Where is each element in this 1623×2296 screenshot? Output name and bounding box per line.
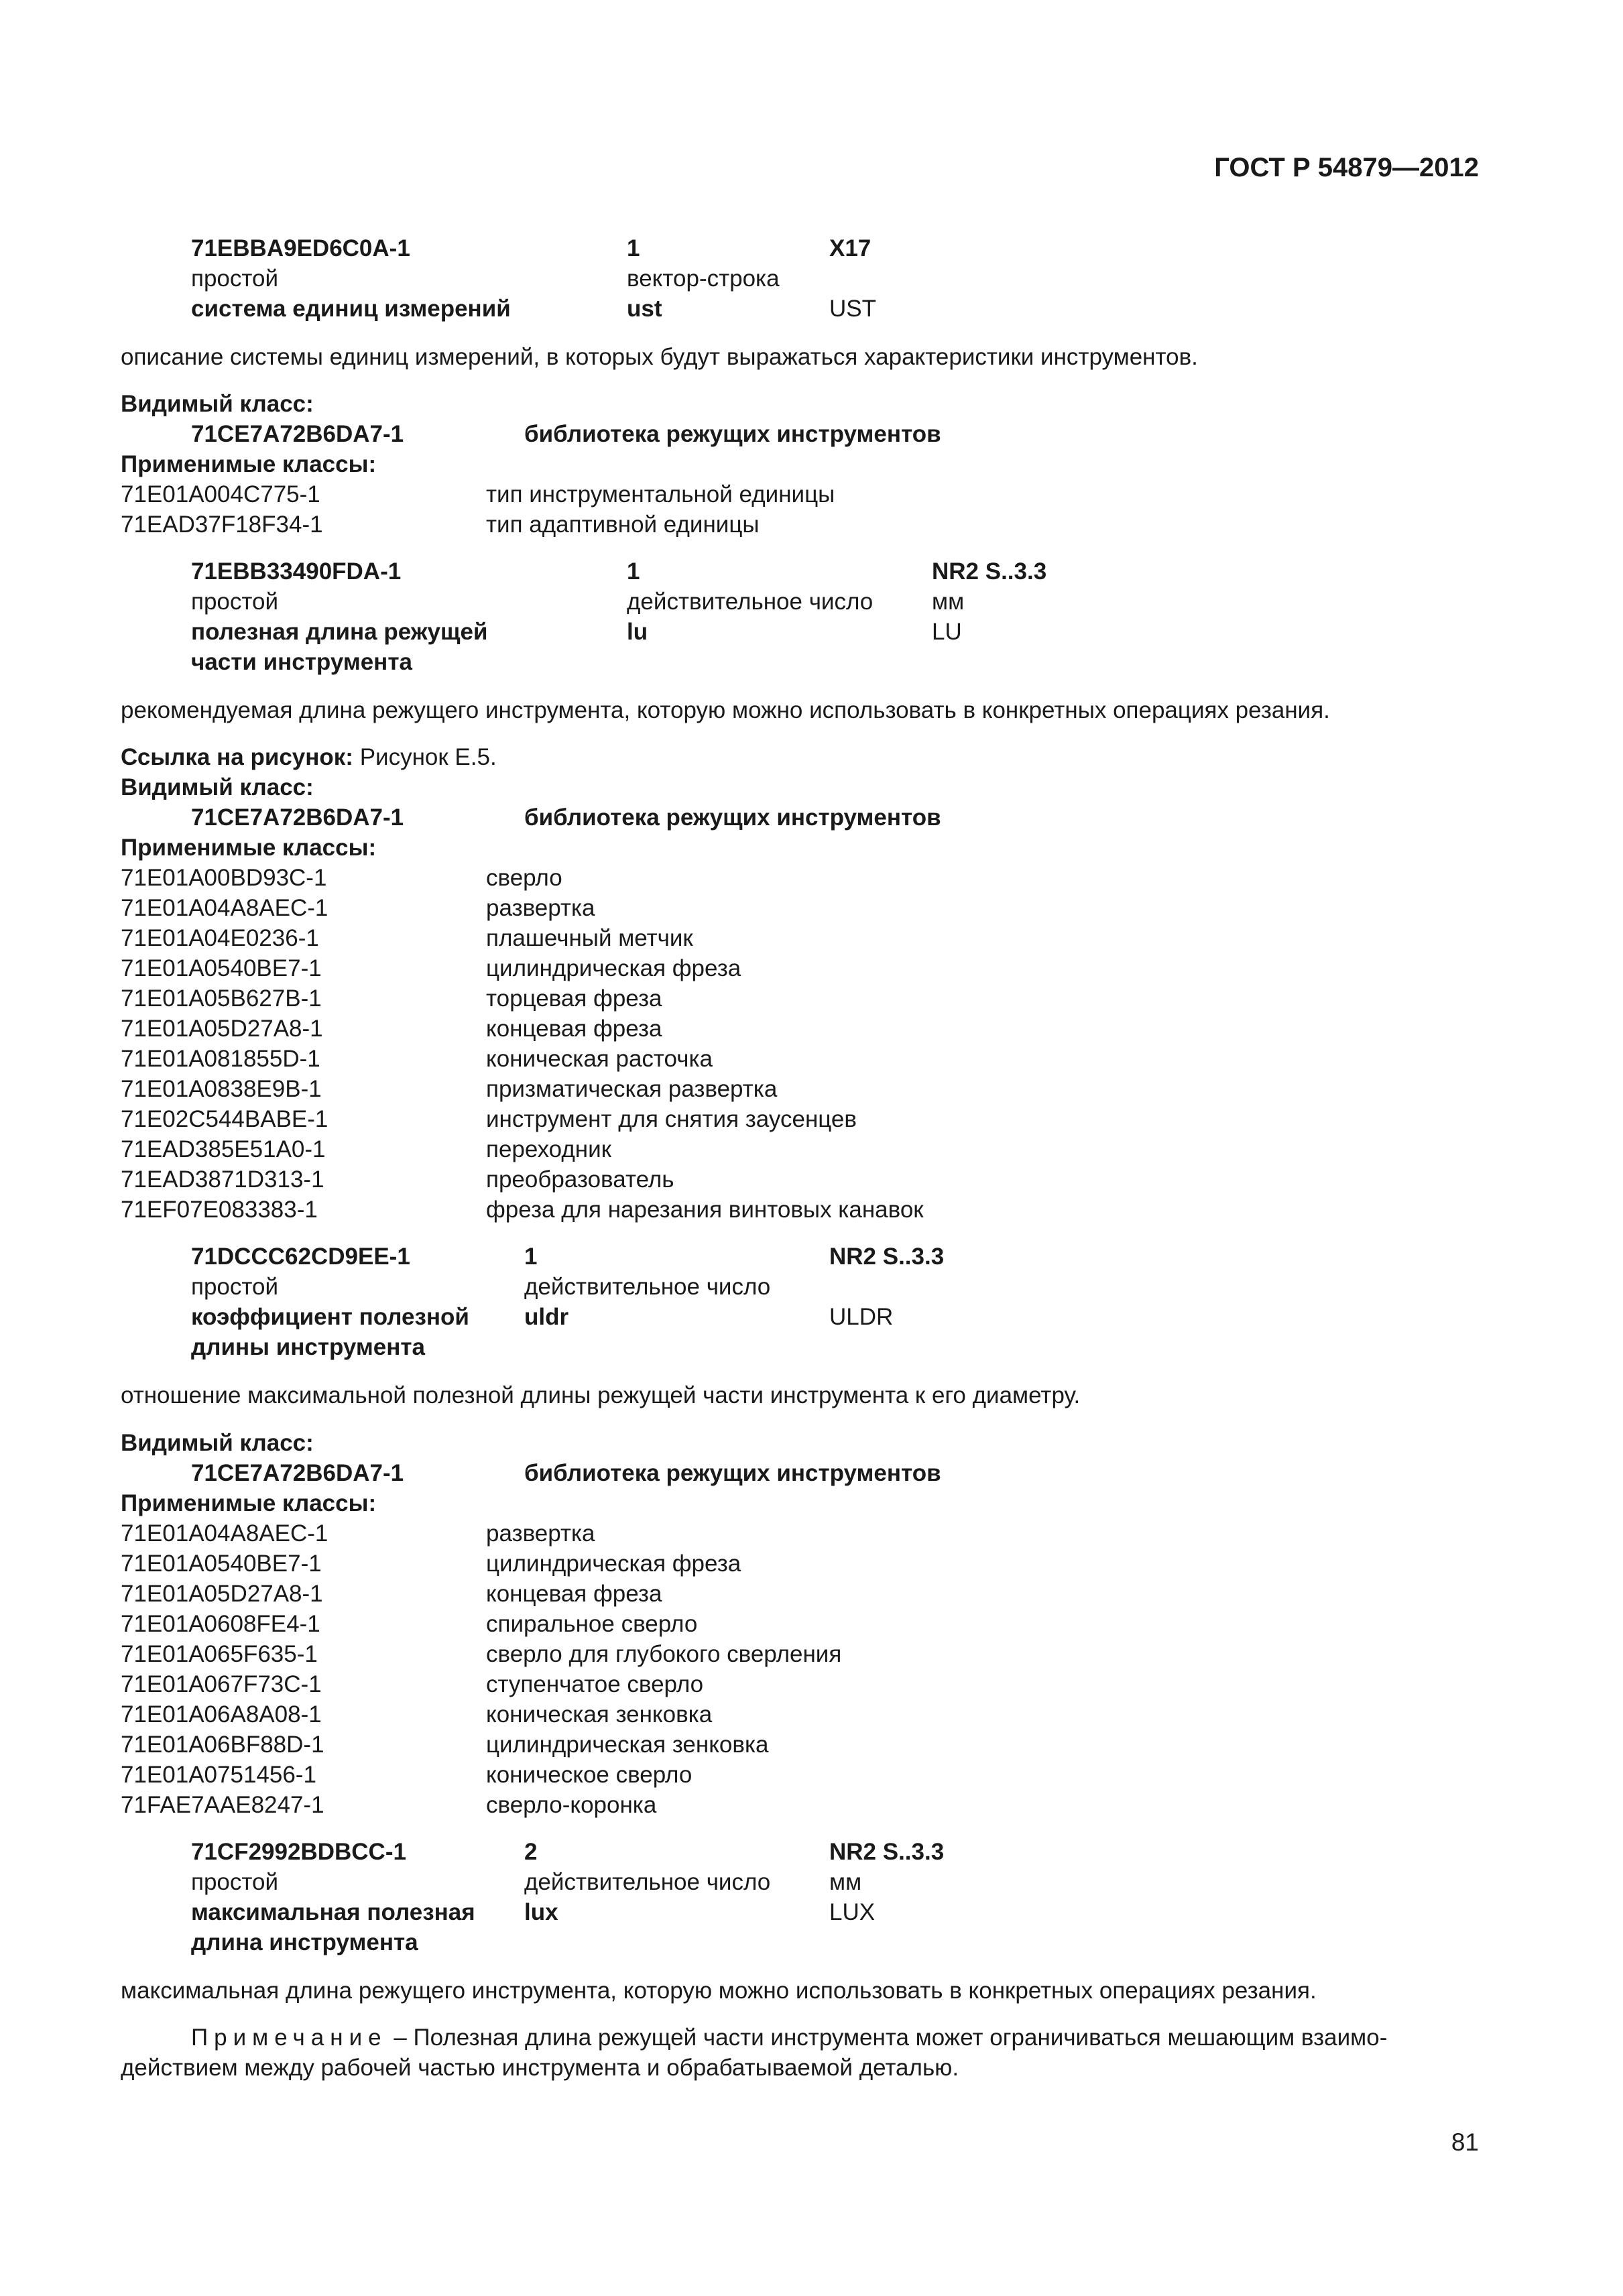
property-datatype: действительное число bbox=[524, 1274, 771, 1300]
class-code: 71E01A0540BE7-1 bbox=[121, 955, 322, 981]
property-version: 1 bbox=[627, 558, 640, 585]
property-reference: NR2 S..3.3 bbox=[829, 1839, 945, 1865]
property-name: система единиц измерений bbox=[191, 296, 511, 322]
class-code: 71E01A067F73C-1 bbox=[121, 1671, 322, 1697]
visible-class-code: 71CE7A72B6DA7-1 bbox=[191, 421, 404, 447]
class-code: 71E01A06A8A08-1 bbox=[121, 1701, 322, 1728]
class-code: 71E01A0608FE4-1 bbox=[121, 1611, 320, 1637]
class-name: призматическая развертка bbox=[486, 1076, 778, 1102]
class-code: 71EAD3871D313-1 bbox=[121, 1166, 324, 1193]
property-preferred-name: LU bbox=[932, 619, 962, 645]
property-reference: NR2 S..3.3 bbox=[829, 1244, 945, 1270]
property-unit: мм bbox=[829, 1869, 862, 1895]
class-name: коническое сверло bbox=[486, 1762, 693, 1788]
property-preferred-name: ULDR bbox=[829, 1304, 894, 1330]
class-code: 71EAD37F18F34-1 bbox=[121, 511, 323, 538]
property-unit: мм bbox=[932, 589, 965, 615]
property-symbol: lu bbox=[627, 619, 648, 645]
property-datatype: действительное число bbox=[627, 589, 874, 615]
class-name: инструмент для снятия заусенцев bbox=[486, 1106, 857, 1132]
visible-class-code: 71CE7A72B6DA7-1 bbox=[191, 804, 404, 831]
document-id: ГОСТ Р 54879—2012 bbox=[1214, 153, 1479, 182]
class-code: 71E01A065F635-1 bbox=[121, 1641, 318, 1667]
property-reference: NR2 S..3.3 bbox=[932, 558, 1047, 585]
visible-class-label: Видимый класс: bbox=[121, 391, 314, 417]
class-code: 71E01A04A8AEC-1 bbox=[121, 1520, 328, 1547]
class-name: спиральное сверло bbox=[486, 1611, 698, 1637]
class-code: 71E02C544BABE-1 bbox=[121, 1106, 328, 1132]
property-symbol: uldr bbox=[524, 1304, 569, 1330]
visible-class-name: библиотека режущих инструментов bbox=[524, 804, 941, 831]
class-name: преобразователь bbox=[486, 1166, 674, 1193]
class-name: сверло-коронка bbox=[486, 1792, 657, 1818]
class-name: торцевая фреза bbox=[486, 985, 662, 1012]
class-name: сверло для глубокого сверления bbox=[486, 1641, 842, 1667]
figure-reference bbox=[121, 742, 497, 772]
class-name: коническая расточка bbox=[486, 1046, 713, 1072]
class-code: 71E01A004C775-1 bbox=[121, 481, 320, 507]
note-paragraph-continuation: действием между рабочей частью инструмента и обрабатываемой деталью. bbox=[121, 2055, 959, 2081]
class-code: 71E01A05B627B-1 bbox=[121, 985, 322, 1012]
class-name: плашечный метчик bbox=[486, 925, 693, 951]
property-reference: X17 bbox=[829, 235, 871, 261]
class-name: коническая зенковка bbox=[486, 1701, 713, 1728]
visible-class-label: Видимый класс: bbox=[121, 1430, 314, 1456]
page-number: 81 bbox=[1451, 2128, 1479, 2156]
property-datatype: вектор-строка bbox=[627, 265, 780, 292]
figure-reference-label: Ссылка на рисунок: bbox=[121, 744, 353, 770]
applicable-classes-label: Применимые классы: bbox=[121, 1490, 377, 1516]
visible-class-name: библиотека режущих инструментов bbox=[524, 421, 941, 447]
applicable-classes-label: Применимые классы: bbox=[121, 835, 377, 861]
property-code: 71EBB33490FDA-1 bbox=[191, 558, 402, 585]
property-definition: максимальная длина режущего инструмента, которую можно использовать в конкретных операциях резания. bbox=[121, 1978, 1317, 2004]
visible-class-label: Видимый класс: bbox=[121, 774, 314, 800]
property-name-line1: полезная длина режущей bbox=[191, 619, 488, 645]
class-code: 71EAD385E51A0-1 bbox=[121, 1136, 326, 1162]
class-code: 71E01A04A8AEC-1 bbox=[121, 895, 328, 921]
class-code: 71E01A05D27A8-1 bbox=[121, 1581, 323, 1607]
property-type: простой bbox=[191, 265, 279, 292]
class-name: развертка bbox=[486, 895, 595, 921]
property-name-line2: длины инструмента bbox=[191, 1334, 426, 1360]
class-code: 71EF07E083383-1 bbox=[121, 1197, 318, 1223]
class-code: 71E01A081855D-1 bbox=[121, 1046, 320, 1072]
property-preferred-name: LUX bbox=[829, 1899, 876, 1925]
property-definition: отношение максимальной полезной длины режущей части инструмента к его диаметру. bbox=[121, 1382, 1081, 1408]
property-definition: описание системы единиц измерений, в которых будут выражаться характеристики инструментов. bbox=[121, 344, 1198, 370]
property-version: 2 bbox=[524, 1839, 538, 1865]
visible-class-code: 71CE7A72B6DA7-1 bbox=[191, 1460, 404, 1486]
note-label: Примечание bbox=[191, 2025, 387, 2051]
class-name: фреза для нарезания винтовых канавок bbox=[486, 1197, 924, 1223]
class-name: цилиндрическая зенковка bbox=[486, 1732, 769, 1758]
class-name: цилиндрическая фреза bbox=[486, 1551, 741, 1577]
property-code: 71CF2992BDBCC-1 bbox=[191, 1839, 406, 1865]
property-name-line2: части инструмента bbox=[191, 649, 412, 675]
class-name: ступенчатое сверло bbox=[486, 1671, 704, 1697]
property-type: простой bbox=[191, 589, 279, 615]
property-type: простой bbox=[191, 1274, 279, 1300]
property-name-line2: длина инструмента bbox=[191, 1929, 418, 1955]
class-name: концевая фреза bbox=[486, 1581, 662, 1607]
property-name-line1: коэффициент полезной bbox=[191, 1304, 469, 1330]
class-name: цилиндрическая фреза bbox=[486, 955, 741, 981]
property-type: простой bbox=[191, 1869, 279, 1895]
property-symbol: lux bbox=[524, 1899, 558, 1925]
property-code: 71EBBA9ED6C0A-1 bbox=[191, 235, 410, 261]
note-text: – Полезная длина режущей части инструмента может ограничиваться мешающим взаимо- bbox=[387, 2025, 1388, 2051]
figure-reference-value: Рисунок Е.5. bbox=[359, 744, 497, 770]
property-name-line1: максимальная полезная bbox=[191, 1899, 475, 1925]
class-code: 71E01A0751456-1 bbox=[121, 1762, 316, 1788]
class-name: развертка bbox=[486, 1520, 595, 1547]
property-code: 71DCCC62CD9EE-1 bbox=[191, 1244, 410, 1270]
visible-class-name: библиотека режущих инструментов bbox=[524, 1460, 941, 1486]
class-code: 71E01A0540BE7-1 bbox=[121, 1551, 322, 1577]
class-code: 71FAE7AAE8247-1 bbox=[121, 1792, 324, 1818]
class-name: концевая фреза bbox=[486, 1016, 662, 1042]
class-name: тип адаптивной единицы bbox=[486, 511, 760, 538]
property-datatype: действительное число bbox=[524, 1869, 771, 1895]
property-version: 1 bbox=[524, 1244, 538, 1270]
property-version: 1 bbox=[627, 235, 640, 261]
class-name: сверло bbox=[486, 865, 562, 891]
property-preferred-name: UST bbox=[829, 296, 876, 322]
class-code: 71E01A00BD93C-1 bbox=[121, 865, 327, 891]
class-name: переходник bbox=[486, 1136, 611, 1162]
property-definition: рекомендуемая длина режущего инструмента, которую можно использовать в конкретных операциях резания. bbox=[121, 697, 1330, 723]
class-name: тип инструментальной единицы bbox=[486, 481, 835, 507]
class-code: 71E01A04E0236-1 bbox=[121, 925, 319, 951]
property-symbol: ust bbox=[627, 296, 662, 322]
class-code: 71E01A05D27A8-1 bbox=[121, 1016, 323, 1042]
class-code: 71E01A06BF88D-1 bbox=[121, 1732, 324, 1758]
note-paragraph bbox=[191, 2022, 1387, 2053]
class-code: 71E01A0838E9B-1 bbox=[121, 1076, 322, 1102]
applicable-classes-label: Применимые классы: bbox=[121, 451, 377, 477]
